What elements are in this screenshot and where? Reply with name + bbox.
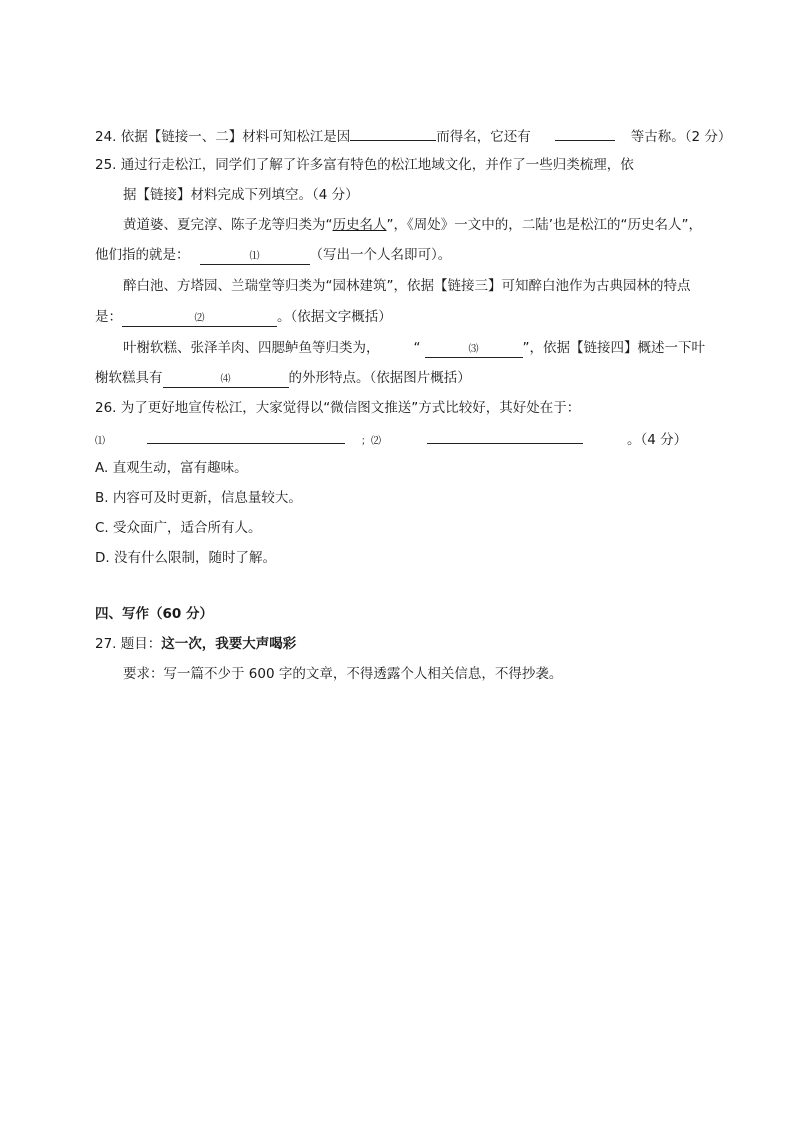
q26-option-d: D. 没有什么限制，随时了解。 xyxy=(95,550,276,566)
q25-blank-3[interactable]: ⑶ xyxy=(425,342,523,358)
q25-p2-text-b: （写出一个人名即可）。 xyxy=(309,247,452,263)
q24-blank-2[interactable] xyxy=(555,125,615,141)
q24-blank-1[interactable] xyxy=(350,125,436,141)
question-25-line-1: 25. 通过行走松江，同学们了解了许多富有特色的松江地域文化，并作了一些归类梳理，依 xyxy=(95,157,634,173)
q24-middle: 而得名，它还有 xyxy=(436,129,531,145)
q26-blank-2[interactable] xyxy=(427,428,583,444)
q27-prefix: 27. 题目： xyxy=(95,636,162,652)
q25-blank-4[interactable]: ⑷ xyxy=(163,372,289,388)
q25-paragraph-1 xyxy=(123,215,702,235)
q25-p5-text-a: 叶榭软糕、张泽羊肉、四腮鲈鱼等归类为， xyxy=(123,340,380,356)
question-25-line-2: 据【链接】材料完成下列填空。（4 分） xyxy=(123,187,359,203)
q25-blank-2[interactable]: ⑵ xyxy=(122,311,277,327)
q25-paragraph-2 xyxy=(95,245,451,265)
question-24 xyxy=(95,125,731,147)
q25-p1-text-b: ”，《周处》一文中的，二陆’也是松江的“历史名人”， xyxy=(386,217,703,233)
q25-blank-1[interactable]: ⑴ xyxy=(200,249,310,265)
q25-p4-text-a: 是： xyxy=(95,309,122,325)
q25-p5-quote: “ xyxy=(413,340,421,356)
q25-p1-text-a: 黄道婆、夏完淳、陈子龙等归类为“ xyxy=(123,217,333,233)
q24-suffix: 等古称。（2 分） xyxy=(630,129,732,145)
q25-p6-text-b: 的外形特点。（依据图片概括） xyxy=(288,370,471,386)
q25-p5-text-b: ”，依据【链接四】概述一下叶 xyxy=(522,340,705,356)
q27-requirements: 要求：写一篇不少于 600 字的文章，不得透露个人相关信息，不得抄袭。 xyxy=(123,666,563,682)
q26-option-b: B. 内容可及时更新，信息量较大。 xyxy=(95,490,302,506)
q24-prefix: 24. 依据【链接一、二】材料可知松江是因 xyxy=(95,129,351,145)
q25-paragraph-3: 醉白池、方塔园、兰瑞堂等归类为“园林建筑”，依据【链接三】可知醉白池作为古典园林的特点 xyxy=(123,278,691,294)
q25-paragraph-6 xyxy=(95,368,471,388)
question-26: 26. 为了更好地宣传松江，大家觉得以“微信图文推送”方式比较好，其好处在于： xyxy=(95,400,581,416)
q26-option-a: A. 直观生动，富有趣味。 xyxy=(95,460,248,476)
q26-option-c: C. 受众面广，适合所有人。 xyxy=(95,520,262,536)
question-27 xyxy=(95,634,296,654)
q26-answer-row xyxy=(95,428,687,452)
q25-paragraph-5 xyxy=(123,338,705,358)
section-4-title: 四、写作（60 分） xyxy=(95,606,213,622)
q25-paragraph-4 xyxy=(95,307,392,327)
q25-p6-text-a: 榭软糕具有 xyxy=(95,370,163,386)
q26-label-2: ；⑵ xyxy=(361,436,381,447)
q27-essay-title: 这一次，我要大声喝彩 xyxy=(161,636,297,652)
q26-blank-1[interactable] xyxy=(147,428,345,444)
q26-score: 。（4 分） xyxy=(627,432,688,448)
q26-label-1: ⑴ xyxy=(95,436,105,447)
q25-p1-term: 历史名人 xyxy=(332,217,387,233)
q25-p4-text-b: 。（依据文字概括） xyxy=(277,309,392,325)
q25-p2-text-a: 他们指的就是： xyxy=(95,247,190,263)
